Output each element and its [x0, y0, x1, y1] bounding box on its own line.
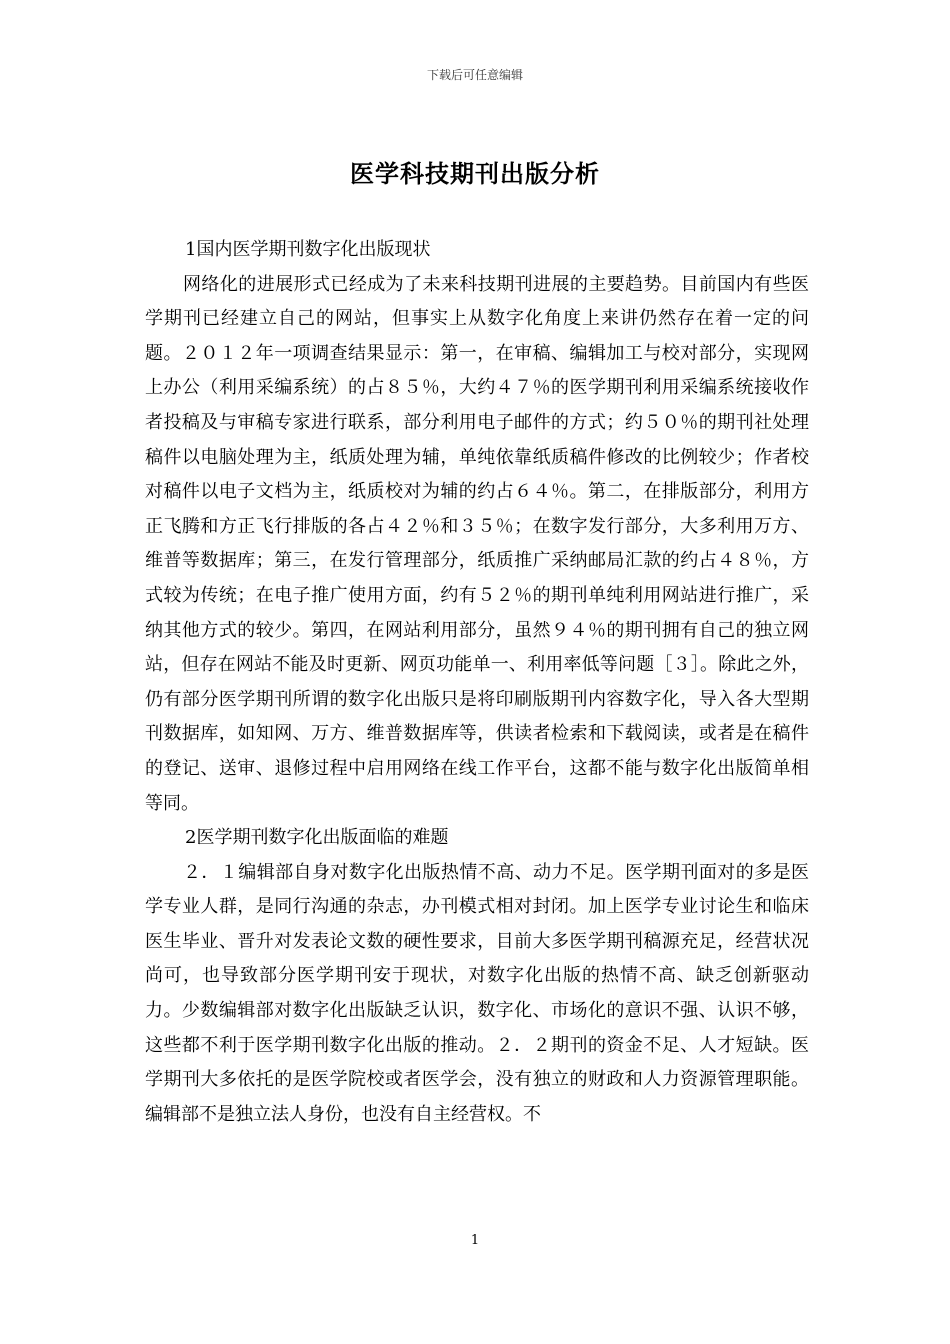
- paragraph: 网络化的进展形式已经成为了未来科技期刊进展的主要趋势。目前国内有些医学期刊已经建立自己的网站，但事实上从数字化角度上来讲仍然存在着一定的问题。２０１２年一项调查结果显示：第一，在审稿、编辑加工与校对部分，实现网上办公（利用采编系统）的占８５％，大约４７％的医学期刊利用采编系统接收作者投稿及与审稿专家进行联系，部分利用电子邮件的方式；约５０％的期刊社处理稿件以电脑处理为主，纸质处理为辅，单纯依靠纸质稿件修改的比例较少；作者校对稿件以电子文档为主，纸质校对为辅的约占６４％。第二，在排版部分，利用方正飞腾和方正飞行排版的各占４２％和３５％；在数字发行部分，大多利用万方、维普等数据库；第三，在发行管理部分，纸质推广采纳邮局汇款的约占４８％，方式较为传统；在电子推广使用方面，约有５２％的期刊单纯利用网站进行推广，采纳其他方式的较少。第四，在网站利用部分，虽然９４％的期刊拥有自己的独立网站，但存在网站不能及时更新、网页功能单一、利用率低等问题［３］。除此之外，仍有部分医学期刊所谓的数字化出版只是将印刷版期刊内容数字化，导入各大型期刊数据库，如知网、万方、维普数据库等，供读者检索和下载阅读，或者是在稿件的登记、送审、退修过程中启用网络在线工作平台，这都不能与数字化出版简单相等同。: [145, 273, 809, 814]
- paragraph: ２．１编辑部自身对数字化出版热情不高、动力不足。医学期刊面对的多是医学专业人群，是同行沟通的杂志，办刊模式相对封闭。加上医学专业讨论生和临床医生毕业、晋升对发表论文数的硬性要求，目前大多医学期刊稿源充足，经营状况尚可，也导致部分医学期刊安于现状，对数字化出版的热情不高、缺乏创新驱动力。少数编辑部对数字化出版缺乏认识，数字化、市场化的意识不强、认识不够，这些都不利于医学期刊数字化出版的推动。２．２期刊的资金不足、人才短缺。医学期刊大多依托的是医学院校或者医学会，没有独立的财政和人力资源管理职能。编辑部不是独立法人身份，也没有自主经营权。不: [145, 861, 809, 1125]
- page-number: 1: [470, 1233, 480, 1248]
- section-heading: 1国内医学期刊数字化出版现状: [185, 239, 431, 260]
- document-body: [145, 233, 809, 1132]
- document-title: 医学科技期刊出版分析: [350, 160, 600, 188]
- header-note: 下载后可任意编辑: [426, 68, 523, 82]
- section-heading: 2医学期刊数字化出版面临的难题: [185, 827, 449, 849]
